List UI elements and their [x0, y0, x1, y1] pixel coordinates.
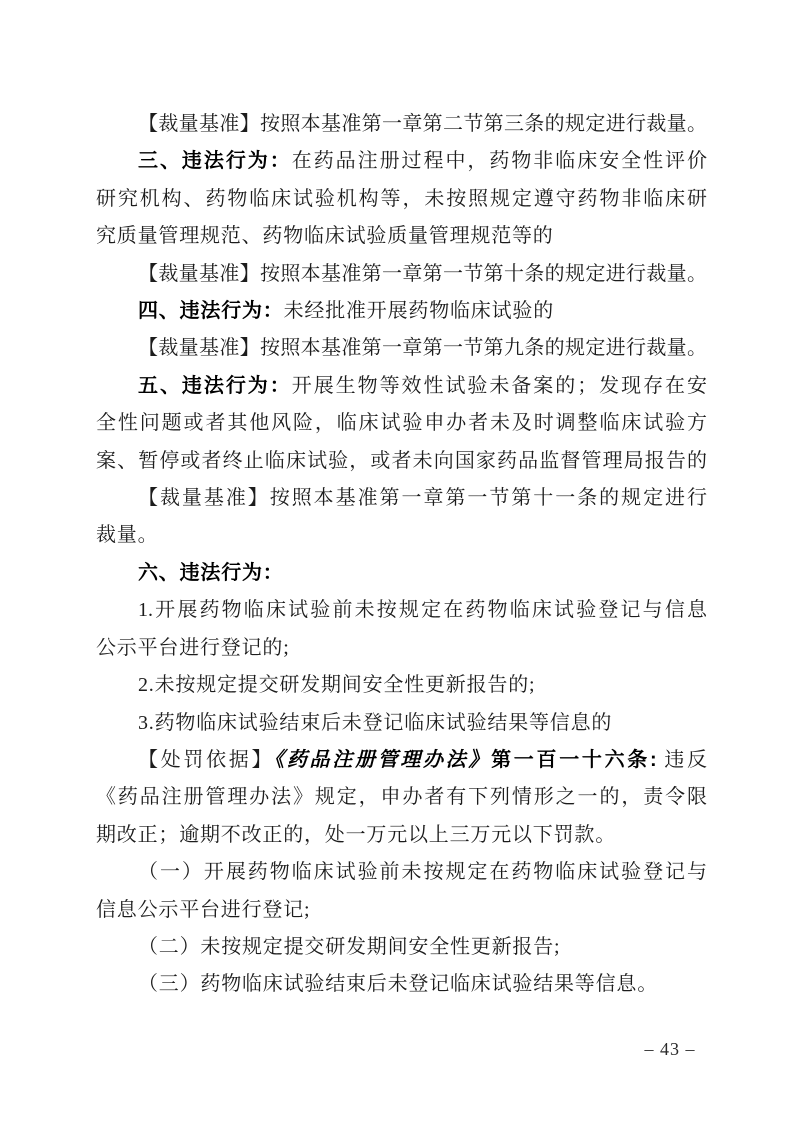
text-line-15 [96, 630, 707, 667]
text-segment: 1.开展药物临床试验前未按规定在药物临床试验登记与信息 [138, 599, 707, 622]
text-line-16 [96, 667, 707, 704]
text-line-7 [96, 330, 707, 367]
text-segment: （三）药物临床试验结束后未登记临床试验结果等信息。 [138, 973, 658, 996]
text-line-18 [96, 742, 707, 779]
text-segment: 在药品注册过程中，药物非临床安全性评价 [291, 150, 708, 173]
text-segment: （一）开展药物临床试验前未按规定在药物临床试验登记与 [138, 861, 707, 884]
text-line-5 [96, 256, 707, 293]
text-segment: 【裁量基准】按照本基准第一章第一节第九条的规定进行裁量。 [138, 337, 707, 360]
text-line-21 [96, 854, 707, 891]
text-segment: 研究机构、药物临床试验机构等，未按照规定遵守药物非临床研 [96, 187, 707, 210]
text-segment: 2.未按规定提交研发期间安全性更新报告的; [138, 674, 536, 697]
text-line-9 [96, 405, 707, 442]
text-segment: 公示平台进行登记的; [96, 636, 290, 659]
text-line-10 [96, 443, 707, 480]
page-footer [630, 1039, 710, 1060]
text-line-2 [96, 143, 707, 180]
text-segment: 全性问题或者其他风险，临床试验申办者未及时调整临床试验方 [96, 412, 707, 435]
text-line-19 [96, 779, 707, 816]
text-line-24 [96, 966, 707, 1003]
text-segment: 三、违法行为： [138, 150, 292, 173]
text-line-23 [96, 929, 707, 966]
text-segment: 案、暂停或者终止临床试验，或者未向国家药品监督管理局报告的 [96, 449, 707, 472]
text-segment: （二）未按规定提交研发期间安全性更新报告; [138, 935, 561, 958]
text-segment: 【裁量基准】按照本基准第一章第二节第三条的规定进行裁量。 [138, 113, 707, 135]
text-line-14 [96, 592, 707, 629]
text-line-13 [96, 555, 707, 592]
text-segment: 违反 [656, 748, 708, 771]
text-segment: 【裁量基准】按照本基准第一章第一节第十条的规定进行裁量。 [138, 262, 707, 285]
text-segment: 期改正；逾期不改正的，处一万元以上三万元以下罚款。 [96, 823, 616, 846]
text-line-4 [96, 218, 707, 255]
text-line-6 [96, 293, 707, 330]
text-line-3 [96, 181, 707, 218]
text-line-8 [96, 368, 707, 405]
text-line-20 [96, 817, 707, 854]
text-segment: 六、违法行为： [138, 561, 284, 584]
text-segment: 裁量。 [96, 524, 159, 547]
text-segment: 未经批准开展药物临床试验的 [283, 300, 555, 323]
text-segment: 开展生物等效性试验未备案的；发现存在安 [291, 374, 708, 397]
text-line-17 [96, 705, 707, 742]
text-segment: 信息公示平台进行登记; [96, 898, 311, 921]
text-line-1 [96, 106, 707, 143]
document-body [96, 106, 707, 1004]
text-segment: 【裁量基准】按照本基准第一章第一节第十一条的规定进行 [138, 487, 707, 510]
text-segment: 五、违法行为： [138, 374, 292, 397]
text-segment: 《药品注册管理办法》规定，申办者有下列情形之一的，责令限 [96, 786, 707, 809]
text-segment: 第一百一十六条: [491, 748, 657, 771]
text-segment: 3.药物临床试验结束后未登记临床试验结果等信息的 [138, 711, 613, 734]
page-number: – 43 – [644, 1039, 696, 1059]
text-line-22 [96, 892, 707, 929]
text-segment: 究质量管理规范、药物临床试验质量管理规范等的 [96, 225, 554, 248]
text-line-11 [96, 480, 707, 517]
text-segment: 四、违法行为： [138, 300, 284, 323]
text-line-12 [96, 517, 707, 554]
text-segment: 《药品注册管理办法》 [274, 748, 492, 771]
text-segment: 【处罚依据】 [138, 748, 275, 771]
